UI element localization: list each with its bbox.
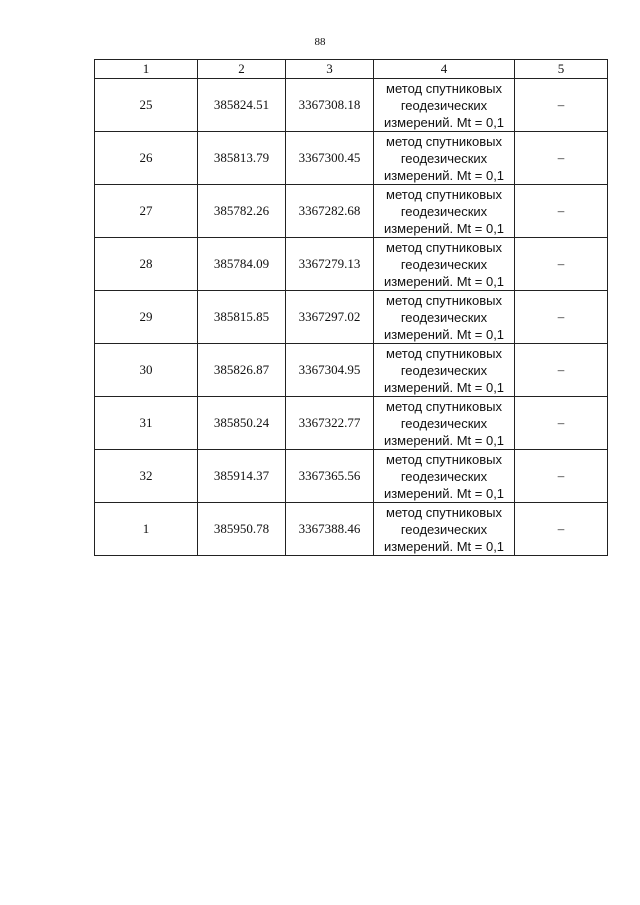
method-line: геодезических: [400, 97, 488, 113]
y-coordinate-cell: 3367388.46: [286, 503, 374, 556]
column-header: 2: [198, 60, 286, 79]
y-coordinate-cell: 3367322.77: [286, 397, 374, 450]
method-line: метод спутниковых: [386, 345, 502, 361]
table-header-row: [95, 60, 608, 79]
note-cell: –: [515, 238, 608, 291]
column-header: 4: [374, 60, 515, 79]
point-number-cell: 29: [95, 291, 198, 344]
method-line: геодезических: [400, 203, 488, 219]
x-coordinate-cell: 385813.79: [198, 132, 286, 185]
method-line: измерений. Mt = 0,1: [383, 379, 505, 395]
page-number: 88: [314, 36, 326, 48]
point-number-cell: 30: [95, 344, 198, 397]
method-line: метод спутниковых: [386, 186, 502, 202]
method-cell: [374, 450, 515, 503]
method-cell: [374, 503, 515, 556]
y-coordinate-cell: 3367279.13: [286, 238, 374, 291]
note-cell: –: [515, 397, 608, 450]
table-row: [95, 185, 608, 238]
method-line: метод спутниковых: [386, 451, 502, 467]
method-line: измерений. Mt = 0,1: [383, 538, 505, 554]
method-line: измерений. Mt = 0,1: [383, 432, 505, 448]
x-coordinate-cell: 385914.37: [198, 450, 286, 503]
table-row: [95, 132, 608, 185]
method-line: метод спутниковых: [386, 504, 502, 520]
method-cell: [374, 397, 515, 450]
table-row: [95, 291, 608, 344]
column-header: 5: [515, 60, 608, 79]
x-coordinate-cell: 385950.78: [198, 503, 286, 556]
point-number-cell: 32: [95, 450, 198, 503]
method-line: метод спутниковых: [386, 292, 502, 308]
method-cell: [374, 291, 515, 344]
y-coordinate-cell: 3367365.56: [286, 450, 374, 503]
method-line: измерений. Mt = 0,1: [383, 167, 505, 183]
method-cell: [374, 185, 515, 238]
note-cell: –: [515, 185, 608, 238]
table-row: [95, 503, 608, 556]
x-coordinate-cell: 385782.26: [198, 185, 286, 238]
method-line: метод спутниковых: [386, 80, 502, 96]
method-cell: [374, 79, 515, 132]
method-line: метод спутниковых: [386, 133, 502, 149]
point-number-cell: 25: [95, 79, 198, 132]
method-line: геодезических: [400, 521, 488, 537]
x-coordinate-cell: 385784.09: [198, 238, 286, 291]
x-coordinate-cell: 385850.24: [198, 397, 286, 450]
note-cell: –: [515, 503, 608, 556]
x-coordinate-cell: 385815.85: [198, 291, 286, 344]
note-cell: –: [515, 291, 608, 344]
point-number-cell: 1: [95, 503, 198, 556]
method-line: метод спутниковых: [386, 398, 502, 414]
method-line: геодезических: [400, 309, 488, 325]
y-coordinate-cell: 3367308.18: [286, 79, 374, 132]
method-line: геодезических: [400, 415, 488, 431]
method-line: геодезических: [400, 150, 488, 166]
method-cell: [374, 238, 515, 291]
table-row: [95, 79, 608, 132]
y-coordinate-cell: 3367297.02: [286, 291, 374, 344]
method-line: геодезических: [400, 256, 488, 272]
point-number-cell: 31: [95, 397, 198, 450]
point-number-cell: 27: [95, 185, 198, 238]
coordinates-table: [94, 59, 608, 556]
method-line: метод спутниковых: [386, 239, 502, 255]
method-line: геодезических: [400, 362, 488, 378]
method-line: измерений. Mt = 0,1: [383, 273, 505, 289]
column-header: 3: [286, 60, 374, 79]
y-coordinate-cell: 3367282.68: [286, 185, 374, 238]
y-coordinate-cell: 3367300.45: [286, 132, 374, 185]
x-coordinate-cell: 385826.87: [198, 344, 286, 397]
table-row: [95, 450, 608, 503]
point-number-cell: 26: [95, 132, 198, 185]
method-line: измерений. Mt = 0,1: [383, 220, 505, 236]
x-coordinate-cell: 385824.51: [198, 79, 286, 132]
y-coordinate-cell: 3367304.95: [286, 344, 374, 397]
method-cell: [374, 344, 515, 397]
method-line: измерений. Mt = 0,1: [383, 326, 505, 342]
table-row: [95, 238, 608, 291]
method-line: измерений. Mt = 0,1: [383, 485, 505, 501]
point-number-cell: 28: [95, 238, 198, 291]
method-line: геодезических: [400, 468, 488, 484]
note-cell: –: [515, 79, 608, 132]
note-cell: –: [515, 344, 608, 397]
column-header: 1: [95, 60, 198, 79]
method-line: измерений. Mt = 0,1: [383, 114, 505, 130]
table-row: [95, 344, 608, 397]
table-row: [95, 397, 608, 450]
note-cell: –: [515, 450, 608, 503]
method-cell: [374, 132, 515, 185]
note-cell: –: [515, 132, 608, 185]
